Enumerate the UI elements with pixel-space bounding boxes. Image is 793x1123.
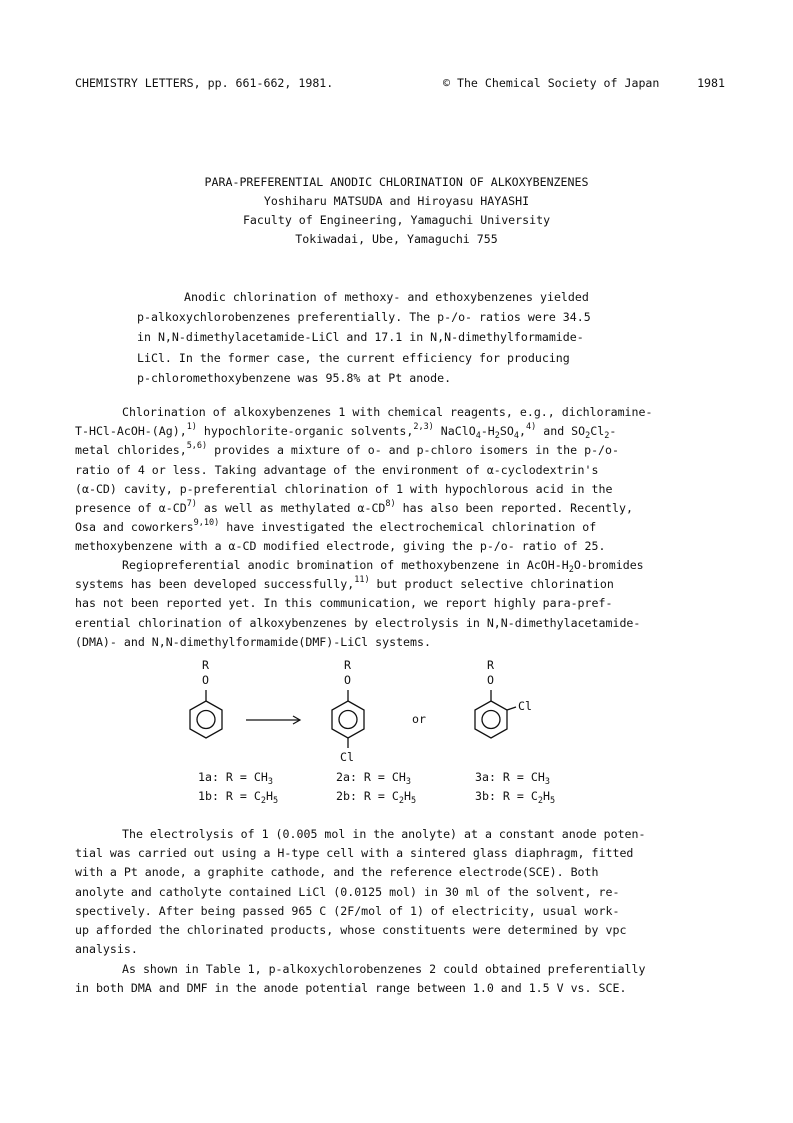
paragraph-2 bbox=[75, 556, 725, 652]
p2-line-2: systems has been developed successfully,$^{11)}$ but product selective chlorination bbox=[75, 575, 614, 592]
abstract-line: p-alkoxychlorobenzenes preferentially. The p-/o- ratios were 34.5 bbox=[137, 310, 591, 325]
r-label: R bbox=[344, 658, 351, 672]
p1-line-8: methoxybenzene with a α-CD modified electrode, giving the p-/o- ratio of 25. bbox=[75, 539, 606, 554]
authors: Yoshiharu MATSUDA and Hiroyasu HAYASHI bbox=[263, 194, 530, 208]
paragraph-3 bbox=[75, 825, 725, 959]
or-label: or bbox=[412, 712, 426, 726]
p3-line: tial was carried out using a H-type cell with a sintered glass diaphragm, fitted bbox=[75, 846, 634, 861]
compound-label-1b: 1b: $R = C_2H_5$ bbox=[198, 789, 279, 806]
p1-line-1: Chlorination of alkoxybenzenes 1 with chemical reagents, e.g., dichloramine- bbox=[122, 405, 653, 419]
para-cl-label: Cl bbox=[340, 750, 354, 764]
abstract-line: in N,N-dimethylacetamide-LiCl and 17.1 in N,N-dimethylformamide- bbox=[137, 330, 584, 345]
p4-line: in both DMA and DMF in the anode potential range between 1.0 and 1.5 V vs. SCE. bbox=[75, 981, 627, 996]
r-label: R bbox=[487, 658, 494, 672]
p1-line-5: (α-CD) cavity, p-preferential chlorination of 1 with hypochlorous acid in the bbox=[75, 481, 613, 496]
p3-line: anolyte and catholyte contained LiCl (0.0125 mol) in 30 ml of the solvent, re- bbox=[75, 884, 620, 899]
abstract-line: p-chloromethoxybenzene was 95.8% at Pt anode. bbox=[137, 370, 452, 385]
p1-line-4: ratio of 4 or less. Taking advantage of the environment of α-cyclodextrin's bbox=[75, 462, 599, 477]
compound-label-2a: 2a: $R = CH_3$ bbox=[336, 770, 411, 787]
affiliation-line-1: Faculty of Engineering, Yamaguchi University bbox=[242, 213, 551, 227]
p1-line-7: Osa and coworkers$^{9,10)}$ have investigated the electrochemical chlorination of bbox=[75, 518, 597, 535]
running-header bbox=[75, 76, 725, 92]
benzene-ring-1a bbox=[190, 690, 222, 738]
abstract-line: LiCl. In the former case, the current efficiency for producing bbox=[137, 350, 570, 365]
paper-title: PARA-PREFERENTIAL ANODIC CHLORINATION OF ALKOXYBENZENES bbox=[204, 175, 589, 189]
affiliation-line-2: Tokiwadai, Ube, Yamaguchi 755 bbox=[295, 232, 498, 246]
benzene-ring-2a bbox=[332, 690, 364, 748]
abstract-line: Anodic chlorination of methoxy- and ethoxybenzenes yielded bbox=[184, 290, 589, 304]
p3-line: The electrolysis of 1 (0.005 mol in the anolyte) at a constant anode poten- bbox=[122, 827, 646, 841]
compound-label-3b: 3b: $R = C_2H_5$ bbox=[475, 789, 556, 806]
p3-line: analysis. bbox=[75, 942, 138, 957]
reaction-arrow bbox=[246, 716, 300, 724]
scheme-structures bbox=[0, 655, 793, 765]
paragraph-1 bbox=[75, 403, 725, 557]
copyright-notice: © The Chemical Society of Japan bbox=[443, 76, 660, 90]
p1-line-3: metal chlorides,$^{5,6)}$ provides a mixture of o- and p-chloro isomers in the p-/o- bbox=[75, 441, 619, 458]
p1-line-2: T-HCl-AcOH-(Ag),$^{1)}$ hypochlorite-organic solvents,$^{2,3)}$ $NaClO_4-H_2SO_4,^{4)}$ and $SO_2Cl_2-$ bbox=[75, 422, 617, 442]
p3-line: with a Pt anode, a graphite cathode, and the reference electrode(SCE). Both bbox=[75, 865, 599, 880]
p2-line-5: (DMA)- and N,N-dimethylformamide(DMF)-LiCl systems. bbox=[75, 634, 431, 649]
o-label: O bbox=[202, 673, 209, 687]
o-label: O bbox=[344, 673, 351, 687]
ortho-cl-label: Cl bbox=[518, 699, 532, 713]
header-year: 1981 bbox=[697, 76, 725, 90]
abstract bbox=[137, 287, 657, 388]
o-label: O bbox=[487, 673, 494, 687]
reaction-scheme bbox=[0, 655, 793, 815]
p2-line-3: has not been reported yet. In this communication, we report highly para-pref- bbox=[75, 596, 613, 611]
compound-label-2b: 2b: $R = C_2H_5$ bbox=[336, 789, 417, 806]
benzene-ring-3a bbox=[475, 690, 516, 738]
p2-line-4: erential chlorination of alkoxybenzenes by electrolysis in N,N-dimethylacetamide- bbox=[75, 615, 641, 630]
p2-line-1: Regiopreferential anodic bromination of methoxybenzene in AcOH-$H_2O$-bromides bbox=[122, 558, 644, 575]
paragraph-4 bbox=[75, 960, 725, 998]
p3-line: spectively. After being passed 965 C (2F/mol of 1) of electricity, usual work- bbox=[75, 903, 620, 918]
p4-line: As shown in Table 1, p-alkoxychlorobenzenes 2 could obtained preferentially bbox=[122, 962, 646, 976]
compound-label-3a: 3a: $R = CH_3$ bbox=[475, 770, 550, 787]
r-label: R bbox=[202, 658, 209, 672]
journal-citation: CHEMISTRY LETTERS, pp. 661-662, 1981. bbox=[75, 76, 334, 90]
p1-line-6: presence of α-CD$^{7)}$ as well as methylated α-CD$^{8)}$ has also been reported. Recently, bbox=[75, 499, 633, 516]
p3-line: up afforded the chlorinated products, whose constituents were determined by vpc bbox=[75, 923, 627, 938]
compound-label-1a: 1a: $R = CH_3$ bbox=[198, 770, 273, 787]
